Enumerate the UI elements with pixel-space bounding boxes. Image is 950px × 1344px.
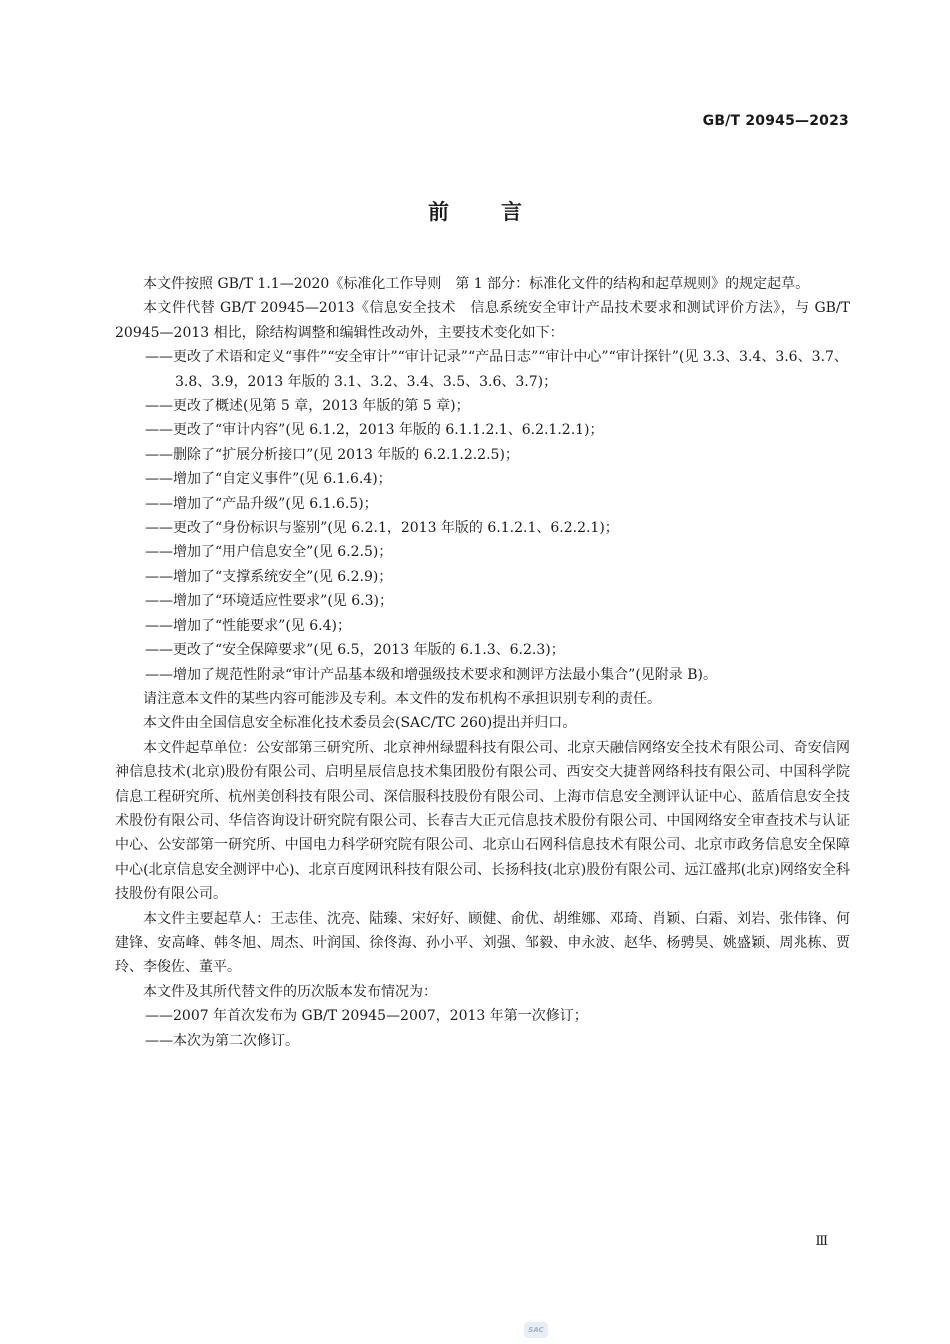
list-item: ——更改了“安全保障要求”(见 6.5，2013 年版的 6.1.3、6.2.3)； [145,642,565,659]
list-item: ——本次为第二次修订。 [145,1032,299,1049]
page-number: Ⅲ [815,1234,828,1249]
standard-number: GB/T 20945—2023 [702,113,849,129]
list-item: ——更改了术语和定义“事件”“安全审计”“审计记录”“产品日志”“审计中心”“审计探针”(见 3.3、3.4、3.6、3.7、3.8、3.9，2013 年版的 3.1、3.2、3.4、3.5、3.6、3.7)； [145,349,848,390]
list-item: ——增加了“自定义事件”(见 6.1.6.4)； [145,471,392,488]
paragraph-committee: 本文件由全国信息安全标准化技术委员会(SAC/TC 260)提出并归口。 [143,715,577,732]
list-item: ——更改了概述(见第 5 章，2013 年版的第 5 章)； [145,398,470,415]
list-item: ——增加了“支撑系统安全”(见 6.2.9)； [145,568,393,585]
list-item: ——增加了规范性附录“审计产品基本级和增强级技术要求和测评方法最小集合”(见附录 B)。 [145,666,717,683]
list-item: ——2007 年首次发布为 GB/T 20945—2007，2013 年第一次修订； [145,1008,588,1025]
list-item: ——删除了“扩展分析接口”(见 2013 年版的 6.2.1.2.2.5)； [145,446,519,463]
paragraph-history-intro: 本文件及其所代替文件的历次版本发布情况为： [143,983,437,1000]
list-item: ——增加了“产品升级”(见 6.1.6.5)； [145,495,378,512]
list-item: ——增加了“性能要求”(见 6.4)； [145,617,351,634]
history-list [115,1004,850,1053]
changes-list [115,345,850,687]
list-item: ——增加了“环境适应性要求”(见 6.3)； [145,593,393,610]
paragraph-drafters: 本文件主要起草人：王志佳、沈亮、陆臻、宋好好、顾健、俞优、胡维娜、邓琦、肖颖、白霜、刘岩、张伟锋、何建锋、安高峰、韩冬旭、周杰、叶润国、徐佟海、孙小平、刘强、邹毅、申永波、赵华、杨骋昊、姚盛颖、周兆栋、贾玲、李俊佐、董平。 [115,910,850,976]
paragraph-patent-notice: 请注意本文件的某些内容可能涉及专利。本文件的发布机构不承担识别专利的责任。 [143,690,661,707]
page-title: 前言 [428,200,574,224]
document-body [115,272,850,1053]
sac-logo-icon: SAC [524,1322,548,1338]
list-item: ——更改了“身份标识与鉴别”(见 6.2.1，2013 年版的 6.1.2.1、6.2.2.1)； [145,520,619,537]
paragraph-drafting-rules: 本文件按照 GB/T 1.1—2020《标准化工作导则 第 1 部分：标准化文件的结构和起草规则》的规定起草。 [143,276,810,292]
paragraph-replacement: 本文件代替 GB/T 20945—2013《信息安全技术 信息系统安全审计产品技术要求和测试评价方法》，与 GB/T 20945—2013 相比，除结构调整和编辑性改动外，主要技术变化如下： [115,300,850,341]
list-item: ——更改了“审计内容”(见 6.1.2，2013 年版的 6.1.1.2.1、6.2.1.2.1)； [145,422,604,439]
list-item: ——增加了“用户信息安全”(见 6.2.5)； [145,544,393,561]
paragraph-drafting-units: 本文件起草单位：公安部第三研究所、北京神州绿盟科技有限公司、北京天融信网络安全技术有限公司、奇安信网神信息技术(北京)股份有限公司、启明星辰信息技术集团股份有限公司、西安交大捷普网络科技有限公司、中国科学院信息工程研究所、杭州美创科技有限公司、深信服科技股份有限公司、上海市信息安全测评认证中心、蓝盾信息安全技术股份有限公司、华信咨询设计研究院有限公司、长春吉大正元信息技术股份有限公司、中国网络安全审查技术与认证中心、公安部第一研究所、中国电力科学研究院有限公司、北京山石网科信息技术有限公司、北京市政务信息安全保障中心(北京信息安全测评中心)、北京百度网讯科技有限公司、长扬科技(北京)股份有限公司、远江盛邦(北京)网络安全科技股份有限公司。 [115,739,850,903]
